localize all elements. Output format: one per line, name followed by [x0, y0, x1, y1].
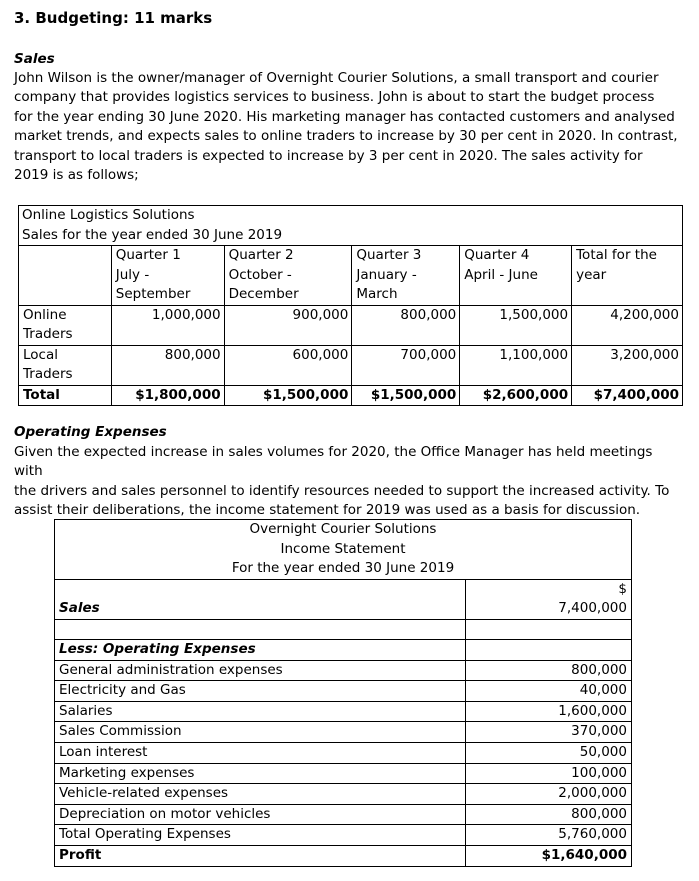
- sales-line: transport to local traders is expected to increase by 3 per cent in 2020. The sales activity for: [14, 147, 643, 164]
- expense-row: [55, 681, 632, 702]
- expense-row: [55, 804, 632, 825]
- cell-value: 3,200,000: [572, 345, 683, 385]
- currency-symbol: $: [618, 580, 627, 597]
- cell-value: 1,000,000: [111, 305, 224, 345]
- expense-label: Marketing expenses: [55, 763, 466, 784]
- expense-label: Vehicle-related expenses: [55, 784, 466, 805]
- expense-value: 1,600,000: [466, 701, 632, 722]
- expense-label: Salaries: [55, 701, 466, 722]
- cell-value: 1,100,000: [460, 345, 572, 385]
- cell-value: 800,000: [111, 345, 224, 385]
- company-name: Overnight Courier Solutions: [249, 521, 437, 537]
- sales-line: for the year ending 30 June 2020. His marketing manager has contacted customers and analysed: [14, 108, 675, 125]
- sales-line: market trends, and expects sales to online traders to increase by 30 per cent in 2020. In contrast,: [14, 128, 678, 145]
- total-value: $2,600,000: [460, 385, 572, 405]
- profit-row: [55, 845, 632, 866]
- expense-label: Sales Commission: [55, 722, 466, 743]
- spacer-row: [55, 619, 632, 639]
- total-value: $7,400,000: [572, 385, 683, 405]
- profit-label: Profit: [55, 845, 466, 866]
- sales-table-title-line: Online Logistics Solutions: [22, 207, 195, 223]
- total-value: $1,800,000: [111, 385, 224, 405]
- table-row: [19, 345, 683, 385]
- sales-table-subtitle-line: Sales for the year ended 30 June 2019: [22, 226, 283, 243]
- expense-label: Loan interest: [55, 742, 466, 763]
- header-total: Total for the year: [572, 246, 683, 306]
- total-value: $1,500,000: [352, 385, 460, 405]
- row-label: Local Traders: [19, 345, 112, 385]
- expense-row: [55, 742, 632, 763]
- total-label: Total: [19, 385, 112, 405]
- sales-paragraph: [14, 69, 684, 185]
- less-label: Less: Operating Expenses: [55, 639, 466, 660]
- row-label: Online Traders: [19, 305, 112, 345]
- expense-label: Total Operating Expenses: [55, 825, 466, 846]
- income-statement-title: [55, 520, 632, 580]
- header-q3: Quarter 3 January - March: [352, 246, 460, 306]
- total-row: [19, 385, 683, 405]
- sales-section-title: Sales: [14, 51, 55, 67]
- expense-value: 40,000: [466, 681, 632, 702]
- sales-row: [55, 579, 632, 619]
- header-q2: Quarter 2 October - December: [224, 246, 352, 306]
- expense-value: 800,000: [466, 660, 632, 681]
- expense-label: General administration expenses: [55, 660, 466, 681]
- income-statement-table: [54, 519, 632, 867]
- sales-table-title: [19, 206, 683, 246]
- expense-row: [55, 660, 632, 681]
- expense-value: 50,000: [466, 742, 632, 763]
- expenses-paragraph: [14, 443, 684, 521]
- header-q4: Quarter 4 April - June: [460, 246, 572, 306]
- sales-line: company that provides logistics services to business. John is about to start the budget process: [14, 89, 655, 106]
- expense-label: Depreciation on motor vehicles: [55, 804, 466, 825]
- header-blank: [19, 246, 112, 306]
- expenses-line: assist their deliberations, the income statement for 2019 was used as a basis for discussion.: [14, 502, 641, 519]
- cell-value: 1,500,000: [460, 305, 572, 345]
- expense-label: Electricity and Gas: [55, 681, 466, 702]
- less-row: [55, 639, 632, 660]
- expense-value: 800,000: [466, 804, 632, 825]
- profit-value: $1,640,000: [466, 845, 632, 866]
- table-row: [19, 305, 683, 345]
- sales-table: [18, 205, 683, 406]
- question-heading: 3. Budgeting: 11 marks: [14, 9, 213, 27]
- statement-period: For the year ended 30 June 2019: [231, 560, 455, 577]
- sales-line: 2019 is as follows;: [14, 167, 139, 184]
- expense-value: 2,000,000: [466, 784, 632, 805]
- header-q1: Quarter 1 July - September: [111, 246, 224, 306]
- expense-row: [55, 784, 632, 805]
- cell-value: 4,200,000: [572, 305, 683, 345]
- expense-value: 5,760,000: [466, 825, 632, 846]
- expenses-line: Given the expected increase in sales volumes for 2020, the Office Manager has held meetings with: [14, 444, 653, 480]
- sales-value: 7,400,000: [558, 600, 627, 617]
- expense-row: [55, 825, 632, 846]
- expenses-section-title: Operating Expenses: [14, 424, 167, 440]
- total-value: $1,500,000: [224, 385, 352, 405]
- cell-value: 800,000: [352, 305, 460, 345]
- cell-value: 700,000: [352, 345, 460, 385]
- expense-value: 370,000: [466, 722, 632, 743]
- expense-row: [55, 763, 632, 784]
- statement-name: Income Statement: [280, 540, 406, 557]
- sales-line: John Wilson is the owner/manager of Overnight Courier Solutions, a small transport and courier: [14, 70, 659, 86]
- expense-row: [55, 701, 632, 722]
- cell-value: 900,000: [224, 305, 352, 345]
- sales-label: Sales: [55, 579, 466, 619]
- sales-value-cell: [466, 579, 632, 619]
- cell-value: 600,000: [224, 345, 352, 385]
- expense-row: [55, 722, 632, 743]
- expense-value: 100,000: [466, 763, 632, 784]
- expenses-line: the drivers and sales personnel to identify resources needed to support the increased activity. To: [14, 482, 670, 499]
